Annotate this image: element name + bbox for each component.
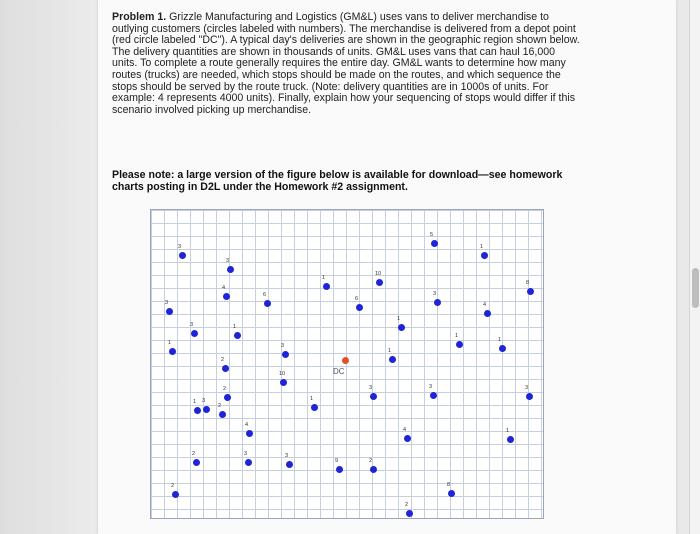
customer-quantity-label: 10 [279, 371, 286, 377]
customer-stop-dot [370, 393, 377, 400]
customer-quantity-label: 8 [447, 482, 451, 488]
customer-stop-dot [264, 300, 271, 307]
customer-stop-dot [507, 436, 514, 443]
depot-dot [342, 357, 349, 364]
customer-stop-dot [280, 379, 287, 386]
customer-stop-dot [224, 394, 231, 401]
customer-stop-dot [286, 461, 293, 468]
customer-quantity-label: 2 [192, 451, 196, 457]
customer-stop-dot [227, 266, 234, 273]
customer-stop-dot [336, 466, 343, 473]
customer-quantity-label: 3 [178, 244, 182, 250]
customer-quantity-label: 10 [375, 271, 382, 277]
customer-quantity-label: 3 [429, 384, 433, 390]
customer-stop-dot [404, 435, 411, 442]
customer-quantity-label: 1 [168, 340, 172, 346]
customer-quantity-label: 1 [506, 428, 510, 434]
customer-stop-dot [499, 345, 506, 352]
customer-stop-dot [311, 404, 318, 411]
customer-stop-dot [169, 348, 176, 355]
customer-stop-dot [179, 252, 186, 259]
customer-quantity-label: 2 [221, 357, 225, 363]
customer-quantity-label: 1 [455, 333, 459, 339]
customer-quantity-label: 4 [245, 422, 249, 428]
customer-stop-dot [234, 332, 241, 339]
customer-quantity-label: 2 [218, 403, 222, 409]
customer-quantity-label: 1 [193, 399, 197, 405]
customer-stop-dot [481, 252, 488, 259]
customer-quantity-label: 3 [525, 385, 529, 391]
customer-stop-dot [245, 459, 252, 466]
customer-quantity-label: 1 [388, 348, 392, 354]
customer-quantity-label: 1 [233, 324, 237, 330]
customer-quantity-label: 1 [397, 316, 401, 322]
customer-quantity-label: 3 [190, 322, 194, 328]
customer-stop-dot [172, 491, 179, 498]
customer-quantity-label: 9 [335, 458, 339, 464]
customer-stop-dot [194, 407, 201, 414]
customer-stop-dot [246, 430, 253, 437]
customer-quantity-label: 3 [285, 453, 289, 459]
customer-stop-dot [219, 411, 226, 418]
depot-label: DC [333, 367, 345, 376]
scrollbar[interactable] [689, 0, 700, 534]
delivery-map [150, 209, 544, 519]
problem-heading: Problem 1. [112, 11, 167, 23]
customer-stop-dot [431, 240, 438, 247]
customer-quantity-label: 2 [369, 458, 373, 464]
customer-quantity-label: 3 [226, 258, 230, 264]
customer-stop-dot [323, 283, 330, 290]
customer-stop-dot [434, 299, 441, 306]
customer-stop-dot [526, 393, 533, 400]
problem-body: Grizzle Manufacturing and Logistics (GM&L) uses vans to deliver merchandise to outlying customers (circles labeled with numbers). The merchandise is delivered from a depot point (red circle labeled "DC"). A typical day's deliveries are shown in the geographic region shown below. The delivery quantities are shown in thousands of units. GM&L uses vans that can haul 16,000 units. To complete a route generally requires the entire day. GM&L wants to determine how many routes (trucks) are needed, which stops should be made on the routes, and which sequence the stops should be served by the route truck. (Note: delivery quantities are in 1000s of units. For example: 4 represents 4000 units). Finally, explain how your sequencing of stops would differ if this scenario involved picking up merchandise. [112, 11, 580, 116]
scrollbar-thumb[interactable] [692, 268, 699, 308]
customer-stop-dot [166, 308, 173, 315]
customer-stop-dot [356, 304, 363, 311]
background-shade [0, 0, 100, 534]
customer-quantity-label: 1 [498, 337, 502, 343]
customer-quantity-label: 6 [263, 292, 267, 298]
customer-stop-dot [191, 330, 198, 337]
download-note: Please note: a large version of the figure below is available for download—see homework charts posting in D2L under the Homework #2 assignment. [112, 169, 563, 193]
customer-quantity-label: 4 [483, 302, 487, 308]
customer-quantity-label: 2 [171, 483, 175, 489]
customer-quantity-label: 2 [223, 386, 227, 392]
customer-quantity-label: 4 [222, 285, 226, 291]
customer-quantity-label: 6 [355, 296, 359, 302]
customer-quantity-label: 1 [480, 244, 484, 250]
customer-quantity-label: 3 [165, 300, 169, 306]
customer-quantity-label: 1 [310, 396, 314, 402]
document-page [98, 0, 676, 534]
customer-stop-dot [456, 341, 463, 348]
customer-stop-dot [406, 510, 413, 517]
customer-quantity-label: 3 [244, 451, 248, 457]
customer-stop-dot [282, 351, 289, 358]
customer-stop-dot [398, 324, 405, 331]
customer-stop-dot [222, 365, 229, 372]
customer-quantity-label: 3 [433, 291, 437, 297]
customer-quantity-label: 3 [369, 385, 373, 391]
customer-stop-dot [527, 288, 534, 295]
customer-quantity-label: 4 [403, 427, 407, 433]
problem-statement [112, 12, 582, 116]
customer-stop-dot [223, 293, 230, 300]
customer-quantity-label: 5 [430, 232, 434, 238]
customer-quantity-label: 8 [526, 280, 530, 286]
customer-stop-dot [370, 466, 377, 473]
customer-stop-dot [448, 490, 455, 497]
customer-stop-dot [376, 279, 383, 286]
customer-stop-dot [484, 310, 491, 317]
customer-stop-dot [203, 406, 210, 413]
customer-quantity-label: 2 [405, 502, 409, 508]
customer-stop-dot [193, 459, 200, 466]
customer-quantity-label: 1 [322, 275, 326, 281]
customer-stop-dot [389, 356, 396, 363]
customer-stop-dot [430, 392, 437, 399]
customer-quantity-label: 3 [281, 343, 285, 349]
customer-quantity-label: 3 [202, 398, 206, 404]
